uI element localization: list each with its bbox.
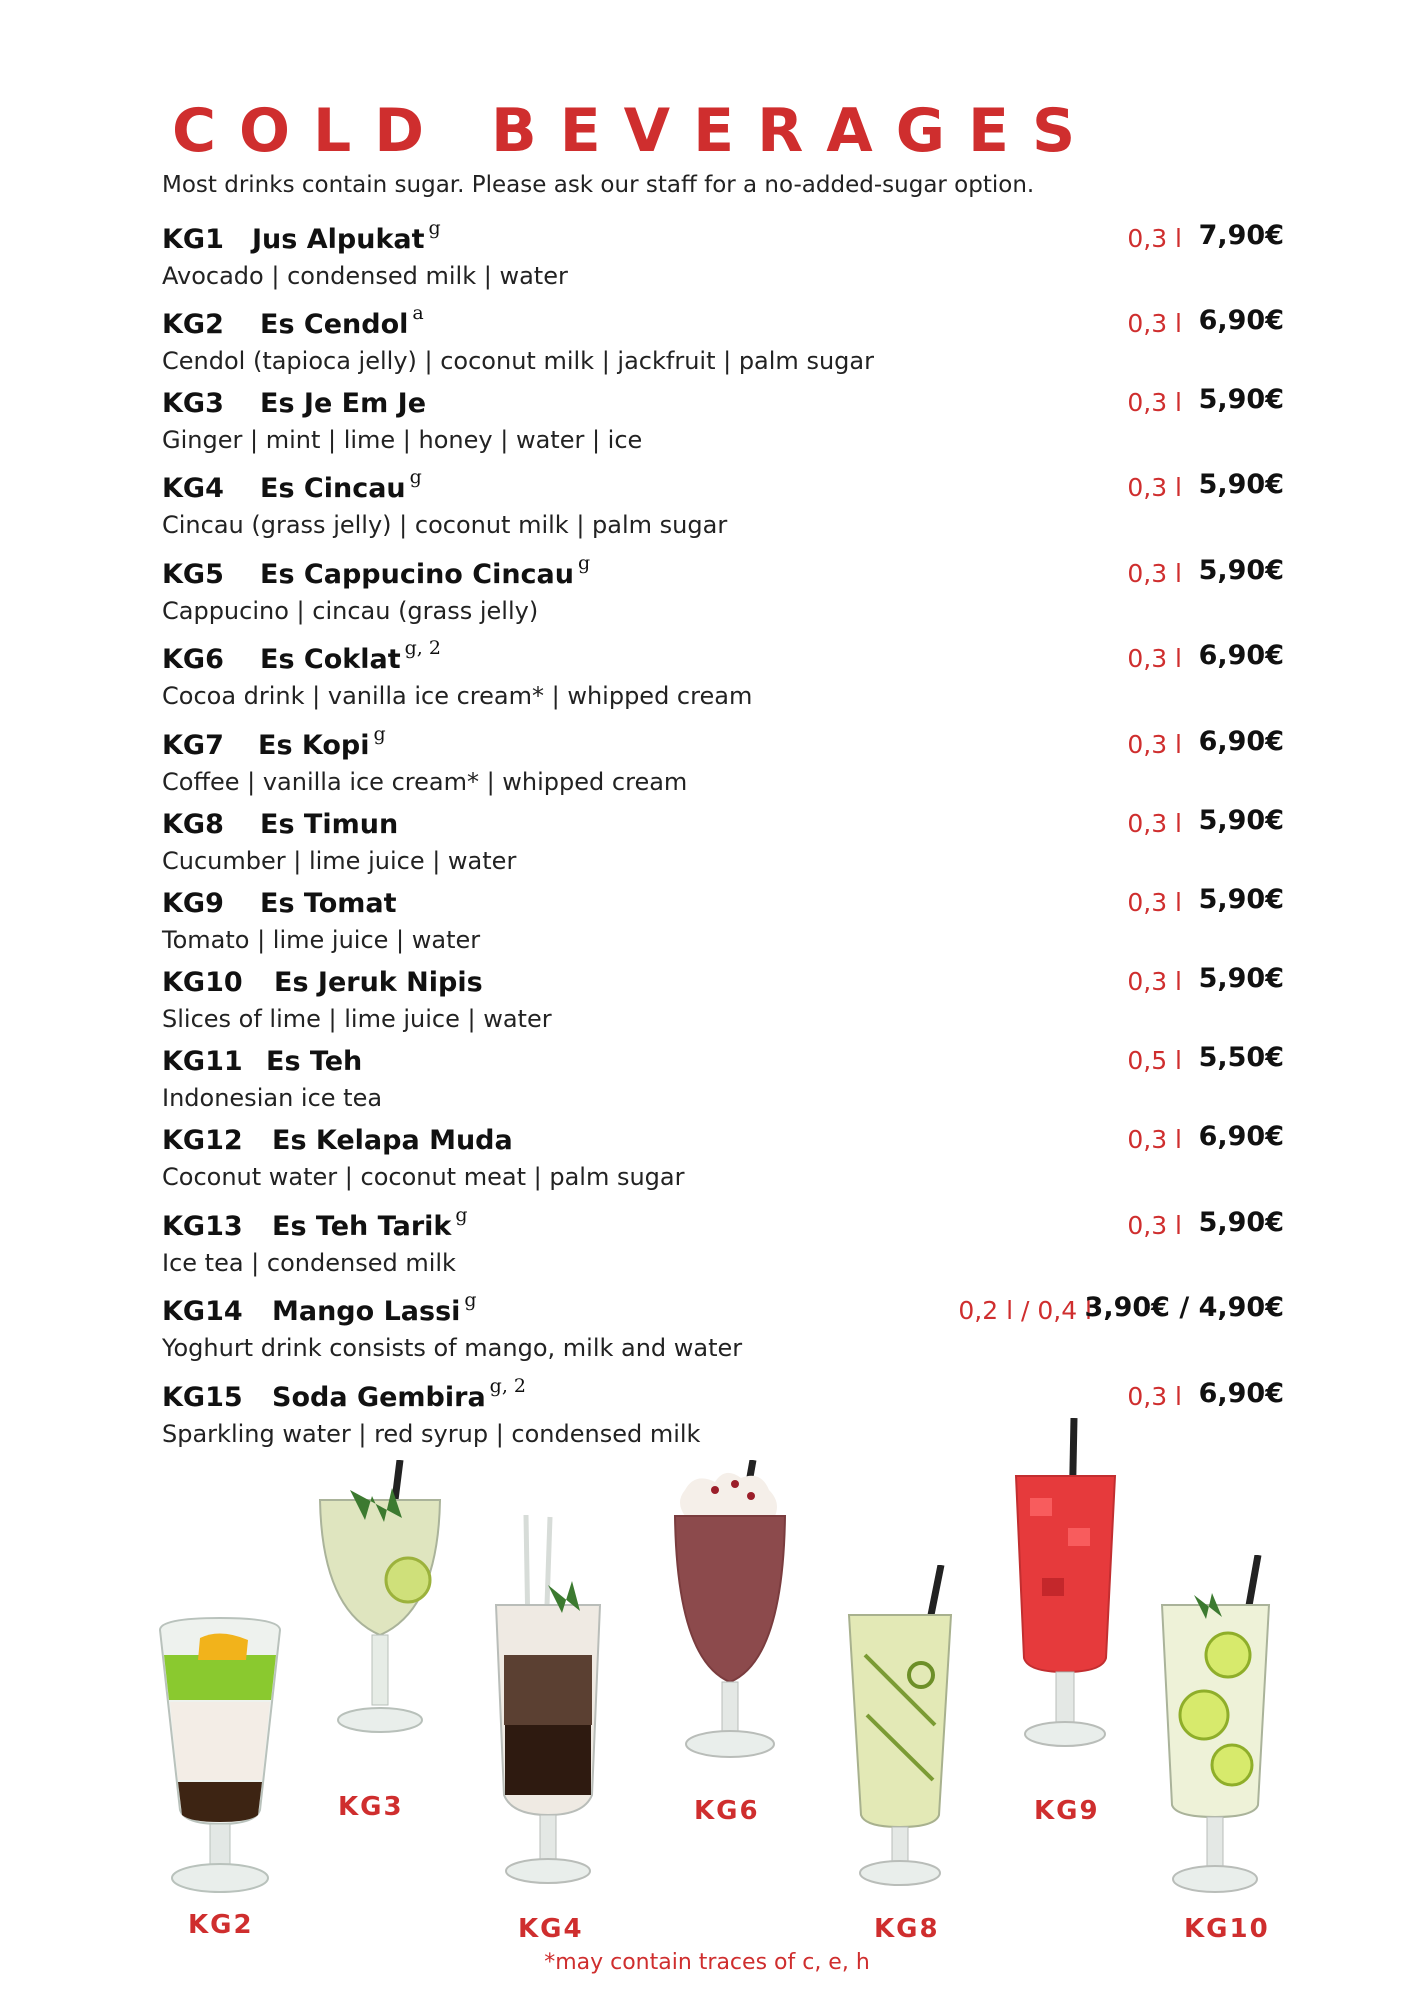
menu-item-kg11 [0, 1038, 1414, 1122]
item-volume: 0,3 l [1127, 559, 1182, 588]
item-name: Es Cappucino Cincau $^g$ [260, 552, 591, 590]
item-description: Avocado | condensed milk | water [162, 262, 568, 290]
allergen-note: g [455, 1204, 468, 1226]
item-code: KG12 [162, 1125, 243, 1156]
item-code: KG15 [162, 1382, 243, 1413]
item-code: KG6 [162, 644, 224, 675]
menu-item-kg12 [0, 1117, 1414, 1201]
item-description: Cappucino | cincau (grass jelly) [162, 597, 539, 625]
item-name: Es Jeruk Nipis [274, 967, 483, 998]
item-price: 5,90€ [1198, 555, 1284, 586]
item-price: 3,90€ / 4,90€ [1084, 1292, 1284, 1323]
item-price: 5,90€ [1198, 1207, 1284, 1238]
menu-item-kg2 [0, 301, 1414, 385]
item-name: Es Tomat [260, 888, 397, 919]
photo-label-kg8: KG8 [874, 1914, 940, 1944]
item-volume: 0,3 l [1127, 309, 1182, 338]
item-name: Es Teh Tarik $^g$ [272, 1204, 468, 1242]
item-description: Yoghurt drink consists of mango, milk and water [162, 1334, 743, 1362]
drink-photo-kg8 [845, 1565, 955, 1890]
item-code: KG1 [162, 224, 224, 255]
item-volume: 0,3 l [1127, 1211, 1182, 1240]
menu-item-kg6 [0, 636, 1414, 720]
item-description: Cendol (tapioca jelly) | coconut milk | jackfruit | palm sugar [162, 347, 874, 375]
item-code: KG5 [162, 559, 224, 590]
item-name: Es Timun [260, 809, 399, 840]
allergen-note: g [373, 723, 386, 745]
item-price: 5,90€ [1198, 469, 1284, 500]
item-name: Es Kelapa Muda [272, 1125, 513, 1156]
item-code: KG11 [162, 1046, 243, 1077]
item-description: Cucumber | lime juice | water [162, 847, 517, 875]
menu-item-kg7 [0, 722, 1414, 806]
item-price: 6,90€ [1198, 726, 1284, 757]
allergen-note: g [428, 217, 441, 239]
drink-photo-kg4 [488, 1515, 608, 1895]
item-volume: 0,3 l [1127, 644, 1182, 673]
item-code: KG2 [162, 309, 224, 340]
item-name: Es Cincau $^g$ [260, 466, 422, 504]
item-volume: 0,2 l / 0,4 l [958, 1296, 1092, 1325]
item-code: KG4 [162, 473, 224, 504]
item-volume: 0,3 l [1127, 224, 1182, 253]
allergen-note: g [464, 1289, 477, 1311]
item-price: 6,90€ [1198, 305, 1284, 336]
item-price: 5,50€ [1198, 1042, 1284, 1073]
allergen-note: g [578, 552, 591, 574]
item-volume: 0,3 l [1127, 888, 1182, 917]
item-volume: 0,3 l [1127, 1382, 1182, 1411]
page-title: COLD BEVERAGES [172, 96, 1099, 166]
item-description: Cocoa drink | vanilla ice cream* | whipped cream [162, 682, 753, 710]
allergen-footnote: *may contain traces of c, e, h [544, 1950, 870, 1975]
item-price: 5,90€ [1198, 384, 1284, 415]
menu-item-kg4 [0, 465, 1414, 549]
menu-item-kg8 [0, 801, 1414, 885]
allergen-note: a [412, 302, 424, 324]
item-volume: 0,3 l [1127, 967, 1182, 996]
item-code: KG8 [162, 809, 224, 840]
item-price: 5,90€ [1198, 884, 1284, 915]
menu-item-kg15 [0, 1374, 1414, 1458]
photo-label-kg3: KG3 [338, 1792, 404, 1822]
item-price: 5,90€ [1198, 805, 1284, 836]
menu-item-kg5 [0, 551, 1414, 635]
photo-label-kg9: KG9 [1034, 1796, 1100, 1826]
drink-photo-kg3 [310, 1460, 450, 1760]
item-price: 7,90€ [1198, 220, 1284, 251]
allergen-note: g, 2 [489, 1375, 527, 1397]
menu-item-kg14 [0, 1288, 1414, 1372]
item-description: Coconut water | coconut meat | palm sugar [162, 1163, 685, 1191]
drink-photo-kg9 [1008, 1418, 1123, 1758]
item-description: Cincau (grass jelly) | coconut milk | palm sugar [162, 511, 728, 539]
item-name: Es Teh [266, 1046, 363, 1077]
item-volume: 0,3 l [1127, 388, 1182, 417]
drink-photo-kg6 [665, 1460, 795, 1770]
item-code: KG7 [162, 730, 224, 761]
menu-item-kg13 [0, 1203, 1414, 1287]
item-name: Mango Lassi $^g$ [272, 1289, 477, 1327]
photo-label-kg2: KG2 [188, 1910, 254, 1940]
drink-photo-kg10 [1158, 1555, 1273, 1900]
item-code: KG13 [162, 1211, 243, 1242]
photo-label-kg6: KG6 [694, 1796, 760, 1826]
item-description: Ice tea | condensed milk [162, 1249, 456, 1277]
item-description: Indonesian ice tea [162, 1084, 383, 1112]
menu-item-kg3 [0, 380, 1414, 464]
item-volume: 0,3 l [1127, 473, 1182, 502]
photo-label-kg10: KG10 [1184, 1914, 1270, 1944]
drink-photo-kg2 [150, 1610, 290, 1900]
menu-item-kg1 [0, 216, 1414, 300]
item-code: KG3 [162, 388, 224, 419]
item-price: 6,90€ [1198, 1121, 1284, 1152]
item-price: 6,90€ [1198, 1378, 1284, 1409]
item-volume: 0,3 l [1127, 809, 1182, 838]
item-name: Es Cendol $^a$ [260, 302, 424, 340]
item-name: Jus Alpukat $^g$ [252, 217, 441, 255]
item-price: 5,90€ [1198, 963, 1284, 994]
sugar-notice: Most drinks contain sugar. Please ask our staff for a no-added-sugar option. [162, 172, 1035, 198]
item-price: 6,90€ [1198, 640, 1284, 671]
item-description: Coffee | vanilla ice cream* | whipped cream [162, 768, 688, 796]
item-description: Sparkling water | red syrup | condensed milk [162, 1420, 701, 1448]
photo-label-kg4: KG4 [518, 1914, 584, 1944]
item-volume: 0,3 l [1127, 1125, 1182, 1154]
item-volume: 0,5 l [1127, 1046, 1182, 1075]
menu-item-kg10 [0, 959, 1414, 1043]
item-name: Es Kopi $^g$ [258, 723, 386, 761]
allergen-note: g [409, 466, 422, 488]
menu-item-kg9 [0, 880, 1414, 964]
item-name: Es Coklat $^{g, 2}$ [260, 637, 441, 675]
item-name: Soda Gembira $^{g, 2}$ [272, 1375, 527, 1413]
item-description: Ginger | mint | lime | honey | water | ice [162, 426, 643, 454]
item-name: Es Je Em Je [260, 388, 427, 419]
item-code: KG10 [162, 967, 243, 998]
item-description: Tomato | lime juice | water [162, 926, 481, 954]
item-code: KG9 [162, 888, 224, 919]
allergen-note: g, 2 [404, 637, 441, 659]
item-code: KG14 [162, 1296, 243, 1327]
item-description: Slices of lime | lime juice | water [162, 1005, 552, 1033]
item-volume: 0,3 l [1127, 730, 1182, 759]
